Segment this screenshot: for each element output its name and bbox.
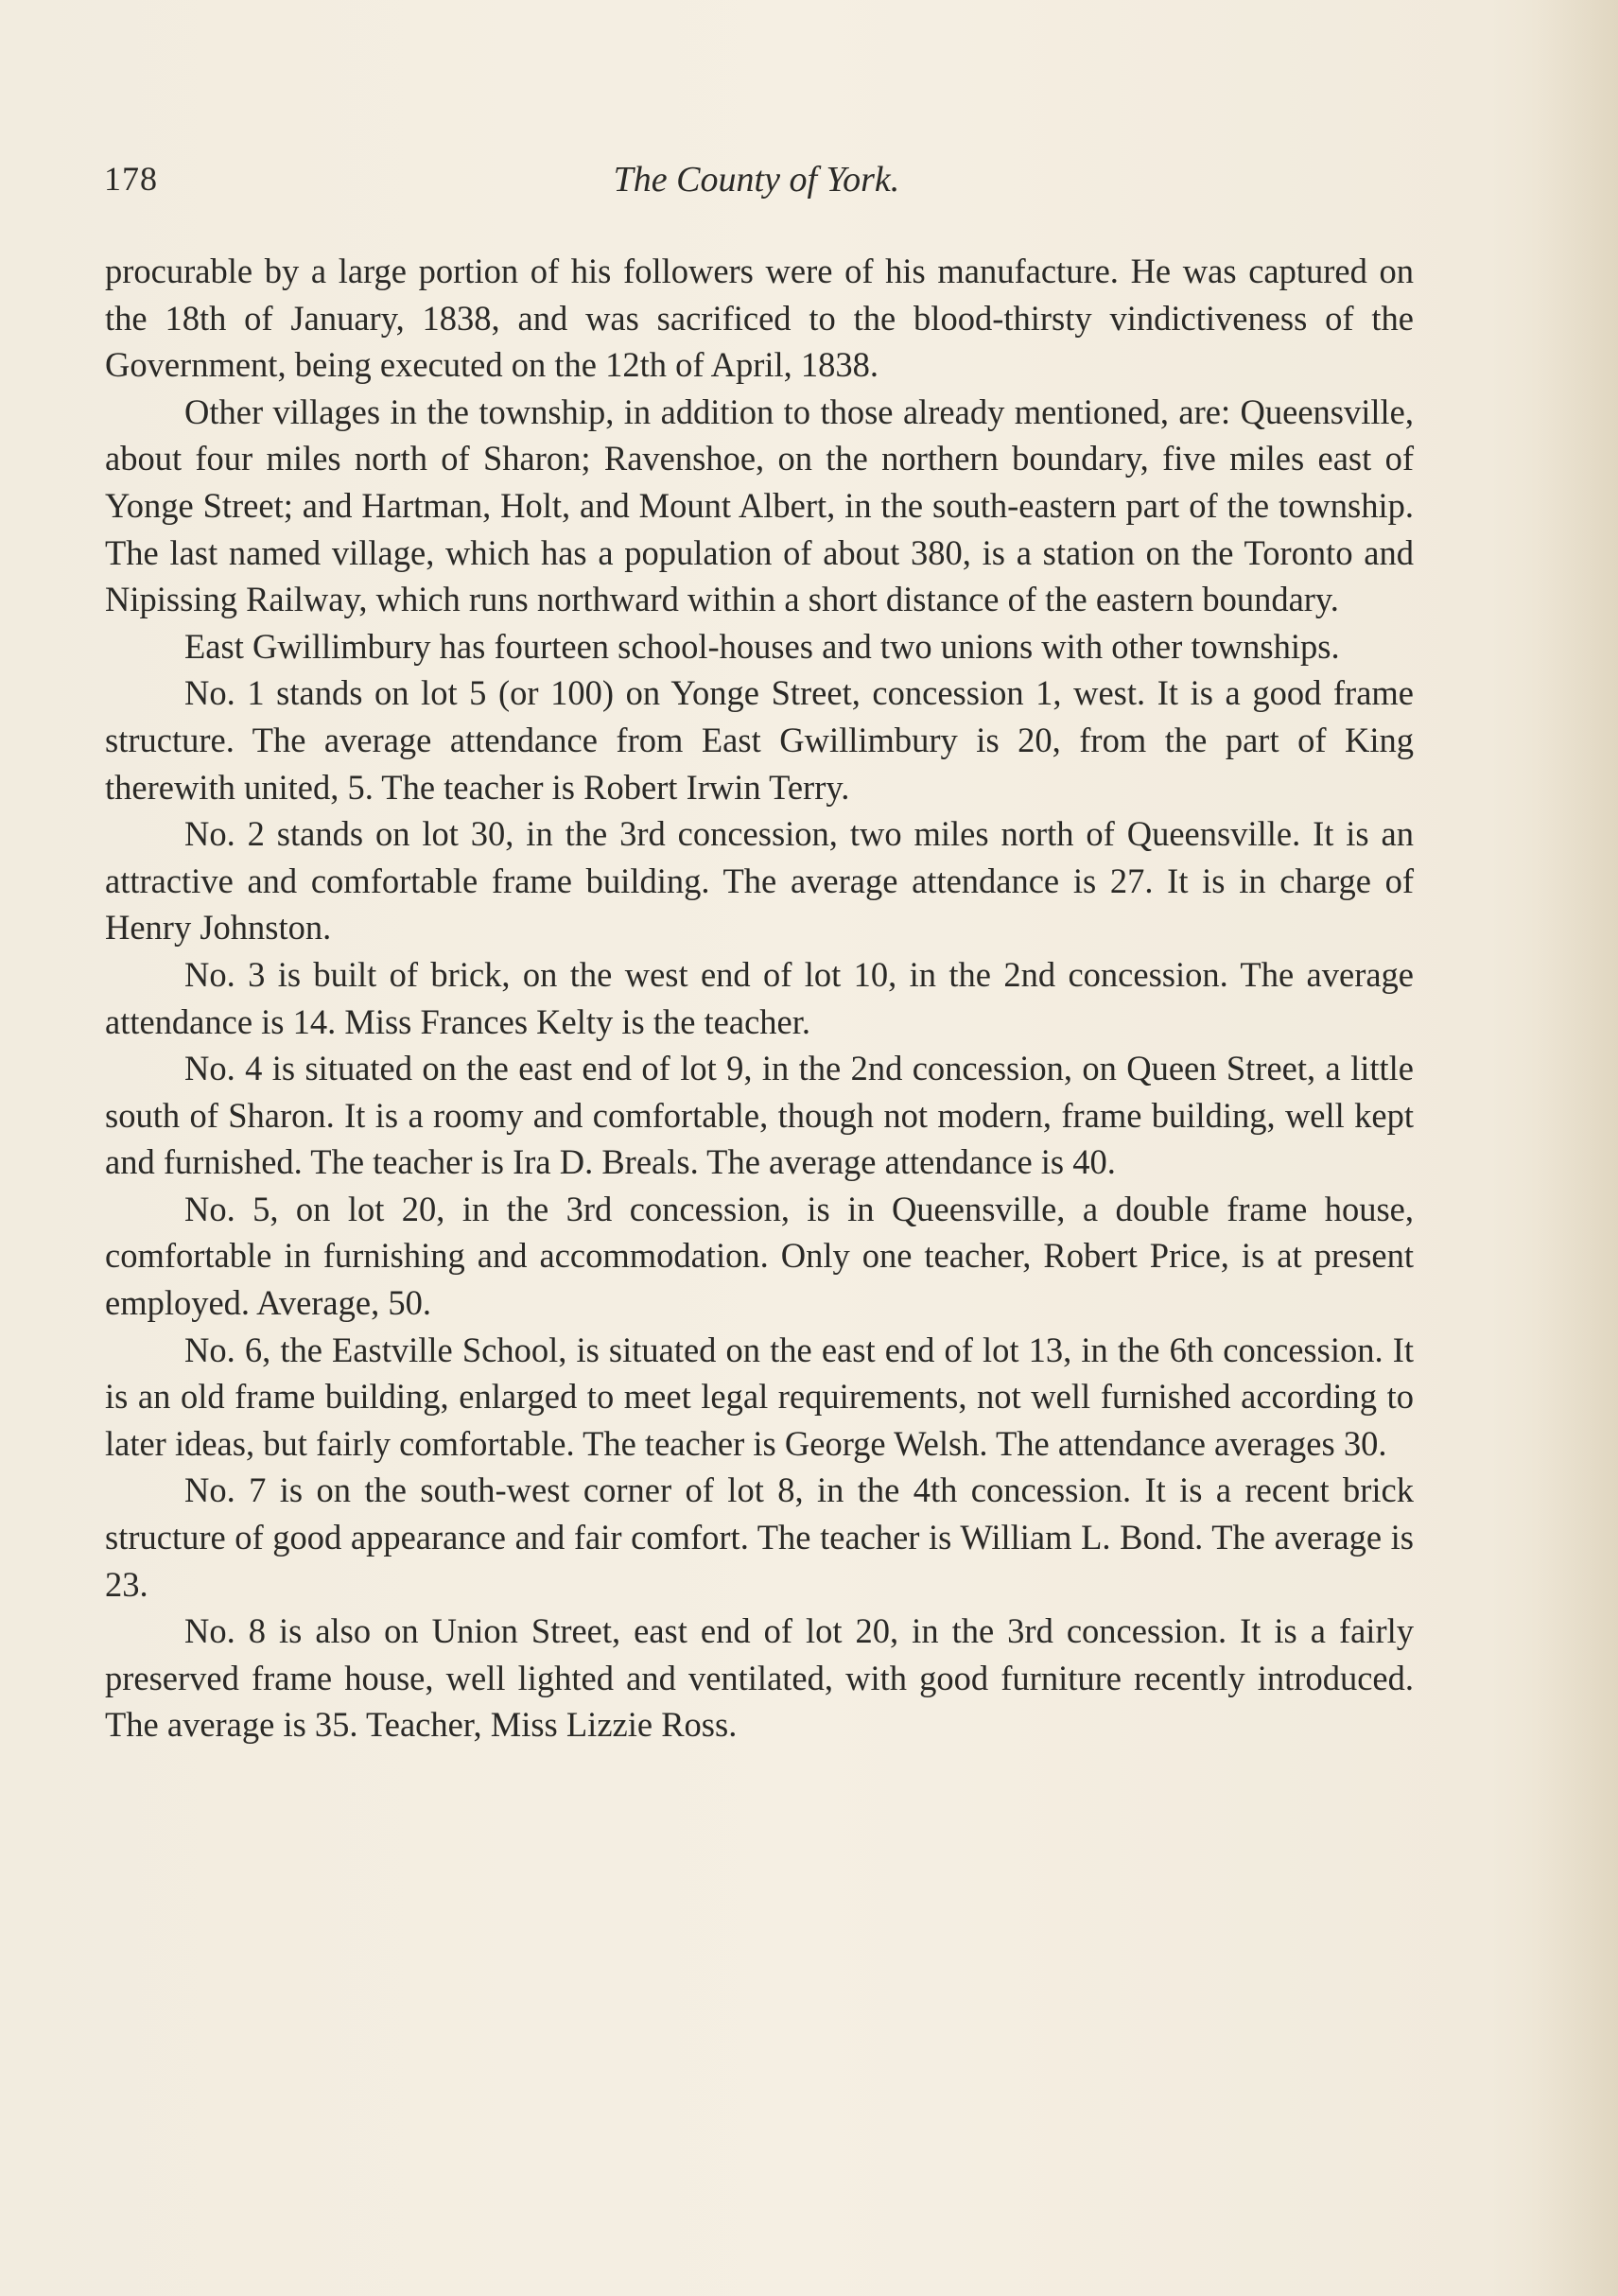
paragraph: No. 3 is built of brick, on the west end of lot 10, in the 2nd concession. The average attendance is 14. Miss Frances Kelty is the teacher. bbox=[105, 954, 1414, 1041]
paragraph: No. 4 is situated on the east end of lot 9, in the 2nd concession, on Queen Street, a little south of Sharon. It is a roomy and comfortable, though not modern, frame building, well kept and furnished. The teacher is Ira D. Breals. The average attendance is 40. bbox=[105, 1049, 1414, 1182]
paragraph: No. 6, the Eastville School, is situated on the east end of lot 13, in the 6th concession. It is an old frame building, enlarged to meet legal requirements, not well furnished according to later ideas, but fairly comfortable. The teacher is George Welsh. The attendance averages 30. bbox=[105, 1330, 1414, 1463]
paragraph: No. 7 is on the south-west corner of lot 8, in the 4th concession. It is a recent brick structure of good appearance and fair comfort. The teacher is William L. Bond. The average is 23. bbox=[105, 1470, 1414, 1604]
page-edge-shadow bbox=[1533, 0, 1618, 2296]
book-title: The County of York. bbox=[613, 160, 900, 200]
paragraph: Other villages in the township, in addition to those already mentioned, are: Queensville, about four miles north of Sharon; Ravenshoe, on the northern boundary, five miles east of Yonge Street; and Hartman, Holt, and Mount Albert, in the south-eastern part of the township. The last named village, which has a population of about 380, is a station on the Toronto and Nipissing Railway, which runs northward within a short distance of the eastern boundary. bbox=[105, 391, 1414, 619]
running-head bbox=[104, 159, 1409, 216]
body-text bbox=[105, 248, 1414, 1748]
paragraph: No. 5, on lot 20, in the 3rd concession, is in Queensville, a double frame house, comfortable in furnishing and accommodation. Only one teacher, Robert Price, is at present employed. Average, 50. bbox=[105, 1189, 1414, 1323]
paragraph: No. 8 is also on Union Street, east end of lot 20, in the 3rd concession. It is a fairly preserved frame house, well lighted and ventilated, with good furniture recently introduced. The average is 35. Teacher, Miss Lizzie Ross. bbox=[105, 1611, 1414, 1745]
page-number: 178 bbox=[104, 160, 158, 198]
paragraph: East Gwillimbury has fourteen school-houses and two unions with other townships. bbox=[184, 626, 1340, 666]
paragraph: No. 1 stands on lot 5 (or 100) on Yonge Street, concession 1, west. It is a good frame structure. The average attendance from East Gwillimbury is 20, from the part of King therewith united, 5. The teacher is Robert Irwin Terry. bbox=[105, 673, 1414, 807]
paragraph: procurable by a large portion of his followers were of his manufacture. He was captured on the 18th of January, 1838, and was sacrificed to the blood-thirsty vindictiveness of the Government, being executed on the 12th of April, 1838. bbox=[105, 252, 1414, 385]
paragraph: No. 2 stands on lot 30, in the 3rd concession, two miles north of Queensville. It is an attractive and comfortable frame building. The average attendance is 27. It is in charge of Henry Johnston. bbox=[105, 814, 1414, 948]
